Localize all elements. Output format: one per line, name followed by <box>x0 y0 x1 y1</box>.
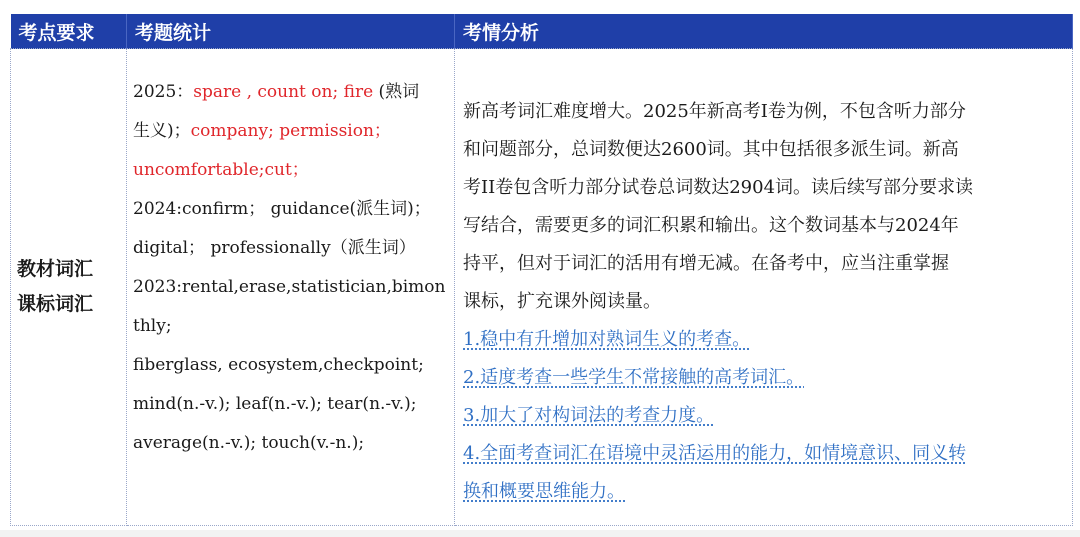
stats-2025-line2-label: 生义)； <box>133 121 191 141</box>
stats-2025-red-words-2: company; permission； <box>190 121 391 141</box>
stats-2025-mid: (熟词 <box>373 82 420 102</box>
stats-2024-line-2: digital； professionally（派生词） <box>133 238 416 258</box>
analysis-line: 持平，但对于词汇的活用有增无减。在备考中，应当注重掌握 <box>463 253 949 274</box>
bottom-divider <box>0 530 1080 537</box>
analysis-point-4-continued: 换和概要思维能力。 <box>463 481 625 502</box>
header-analysis: 考情分析 <box>455 14 1073 49</box>
table-header-row <box>11 14 1073 49</box>
statistics-cell <box>127 49 455 526</box>
header-statistics: 考题统计 <box>127 14 455 49</box>
analysis-line: 写结合，需要更多的词汇积累和输出。这个数词基本与2024年 <box>463 215 959 236</box>
analysis-line: 考II卷包含听力部分试卷总词数达2904词。读后续写部分要求读 <box>463 177 974 198</box>
stats-2025-red-words-3: uncomfortable;cut； <box>133 160 309 180</box>
stats-2023-line-4: mind(n.-v.); leaf(n.-v.); tear(n.-v.); <box>133 394 417 414</box>
analysis-point-1: 1.稳中有升增加对熟词生义的考查。 <box>463 329 751 350</box>
analysis-line: 新高考词汇难度增大。2025年新高考I卷为例，不包含听力部分 <box>463 101 966 122</box>
stats-2025-red-words-1: spare , count on; fire <box>193 82 374 102</box>
exam-analysis-table <box>10 14 1073 526</box>
table-row <box>11 49 1073 526</box>
requirement-cell <box>11 49 127 526</box>
stats-2025-prefix: 2025： <box>133 82 194 102</box>
analysis-cell <box>455 49 1073 526</box>
analysis-line: 课标，扩充课外阅读量。 <box>463 291 661 312</box>
analysis-point-4: 4.全面考查词汇在语境中灵活运用的能力，如情境意识、同义转 <box>463 443 967 464</box>
stats-2025-line-2 <box>133 112 448 151</box>
stats-2023-line-3: fiberglass, ecosystem,checkpoint; <box>133 355 424 375</box>
header-requirement: 考点要求 <box>11 14 127 49</box>
requirement-line-2: 课标词汇 <box>17 293 94 315</box>
stats-2025-line-1 <box>133 73 448 112</box>
analysis-point-2: 2.适度考查一些学生不常接触的高考词汇。 <box>463 367 805 388</box>
stats-2023-line-1: 2023:rental,erase,statistician,bimon <box>133 277 446 297</box>
analysis-line: 和问题部分，总词数便达2600词。其中包括很多派生词。新高 <box>463 139 959 160</box>
stats-2023-line-5: average(n.-v.); touch(v.-n.); <box>133 433 365 453</box>
stats-2023-line-2: thly; <box>133 316 172 336</box>
analysis-point-3: 3.加大了对构词法的考查力度。 <box>463 405 715 426</box>
requirement-line-1: 教材词汇 <box>17 258 94 280</box>
stats-2024-line-1: 2024:confirm； guidance(派生词)； <box>133 199 431 219</box>
